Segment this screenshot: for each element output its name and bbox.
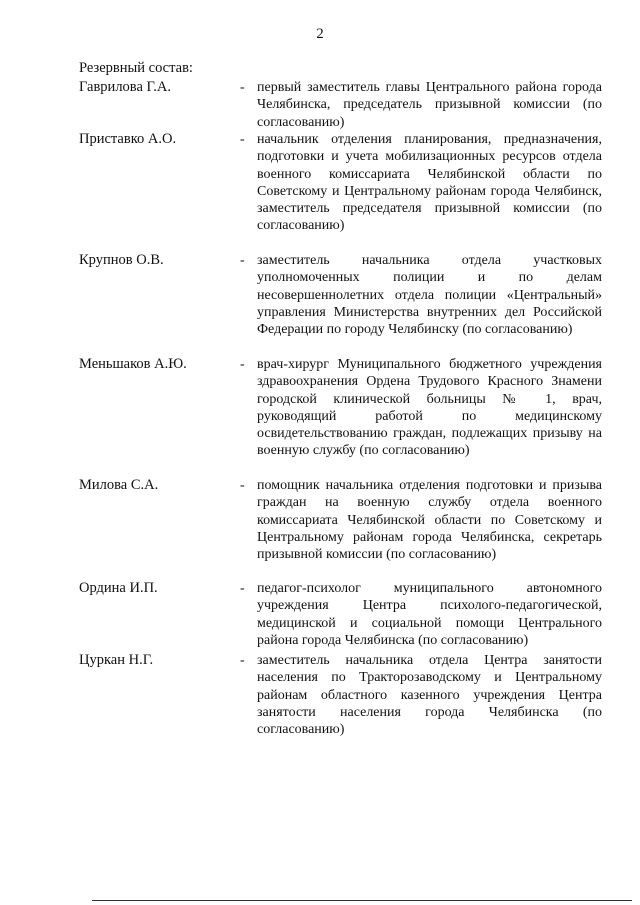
separator-dash: - <box>240 357 245 372</box>
member-name: Гаврилова Г.А. <box>79 79 171 95</box>
separator-dash: - <box>240 478 245 493</box>
separator-dash: - <box>240 253 245 268</box>
member-name: Ордина И.П. <box>79 580 158 596</box>
member-role: врач-хирург Муниципального бюджетного учреждения здравоохранения Ордена Трудового Красного Знамени городской клинической больницы № 1, врач, руководящий работой по медицинскому освидетельствованию граждан, подлежащих призыву на военную службу (по согласованию) <box>257 357 602 459</box>
member-name: Крупнов О.В. <box>79 252 164 268</box>
member-role: заместитель начальника отдела участковых уполномоченных полиции и по делам несовершеннолетних отдела полиции «Центральный» управления Министерства внутренних дел Российской Федерации по городу Челябинску (по согласованию) <box>257 253 602 338</box>
section-title: Резервный состав: <box>79 60 193 76</box>
member-name: Приставко А.О. <box>79 131 177 147</box>
page-bottom-rule <box>92 900 632 901</box>
separator-dash: - <box>240 581 245 596</box>
member-role: начальник отделения планирования, предназначения, подготовки и учета мобилизационных ресурсов отдела военного комиссариата Челябинской области по Советскому и Центральному районам города Челябинск, заместитель председателя призывной комиссии (по согласованию) <box>257 132 602 234</box>
member-role: первый заместитель главы Центрального района города Челябинска, председатель призывной комиссии (по согласованию) <box>257 80 602 130</box>
separator-dash: - <box>240 132 245 147</box>
page-number: 2 <box>316 26 324 42</box>
member-name: Милова С.А. <box>79 477 159 493</box>
member-name: Цуркан Н.Г. <box>79 652 154 668</box>
member-name: Меньшаков А.Ю. <box>79 356 187 372</box>
member-role: заместитель начальника отдела Центра занятости населения по Тракторозаводскому и Центральному районам областного казенного учреждения Центра занятости населения города Челябинска (по согласованию) <box>257 653 602 738</box>
separator-dash: - <box>240 653 245 668</box>
separator-dash: - <box>240 80 245 95</box>
member-role: помощник начальника отделения подготовки и призыва граждан на военную службу отдела военного комиссариата Челябинской области по Советскому и Центральному районам города Челябинска, секретарь призывной комиссии (по согласованию) <box>257 478 602 563</box>
member-role: педагог-психолог муниципального автономного учреждения Центра психолого-педагогической, медицинской и социальной помощи Центрального района города Челябинска (по согласованию) <box>257 581 602 648</box>
